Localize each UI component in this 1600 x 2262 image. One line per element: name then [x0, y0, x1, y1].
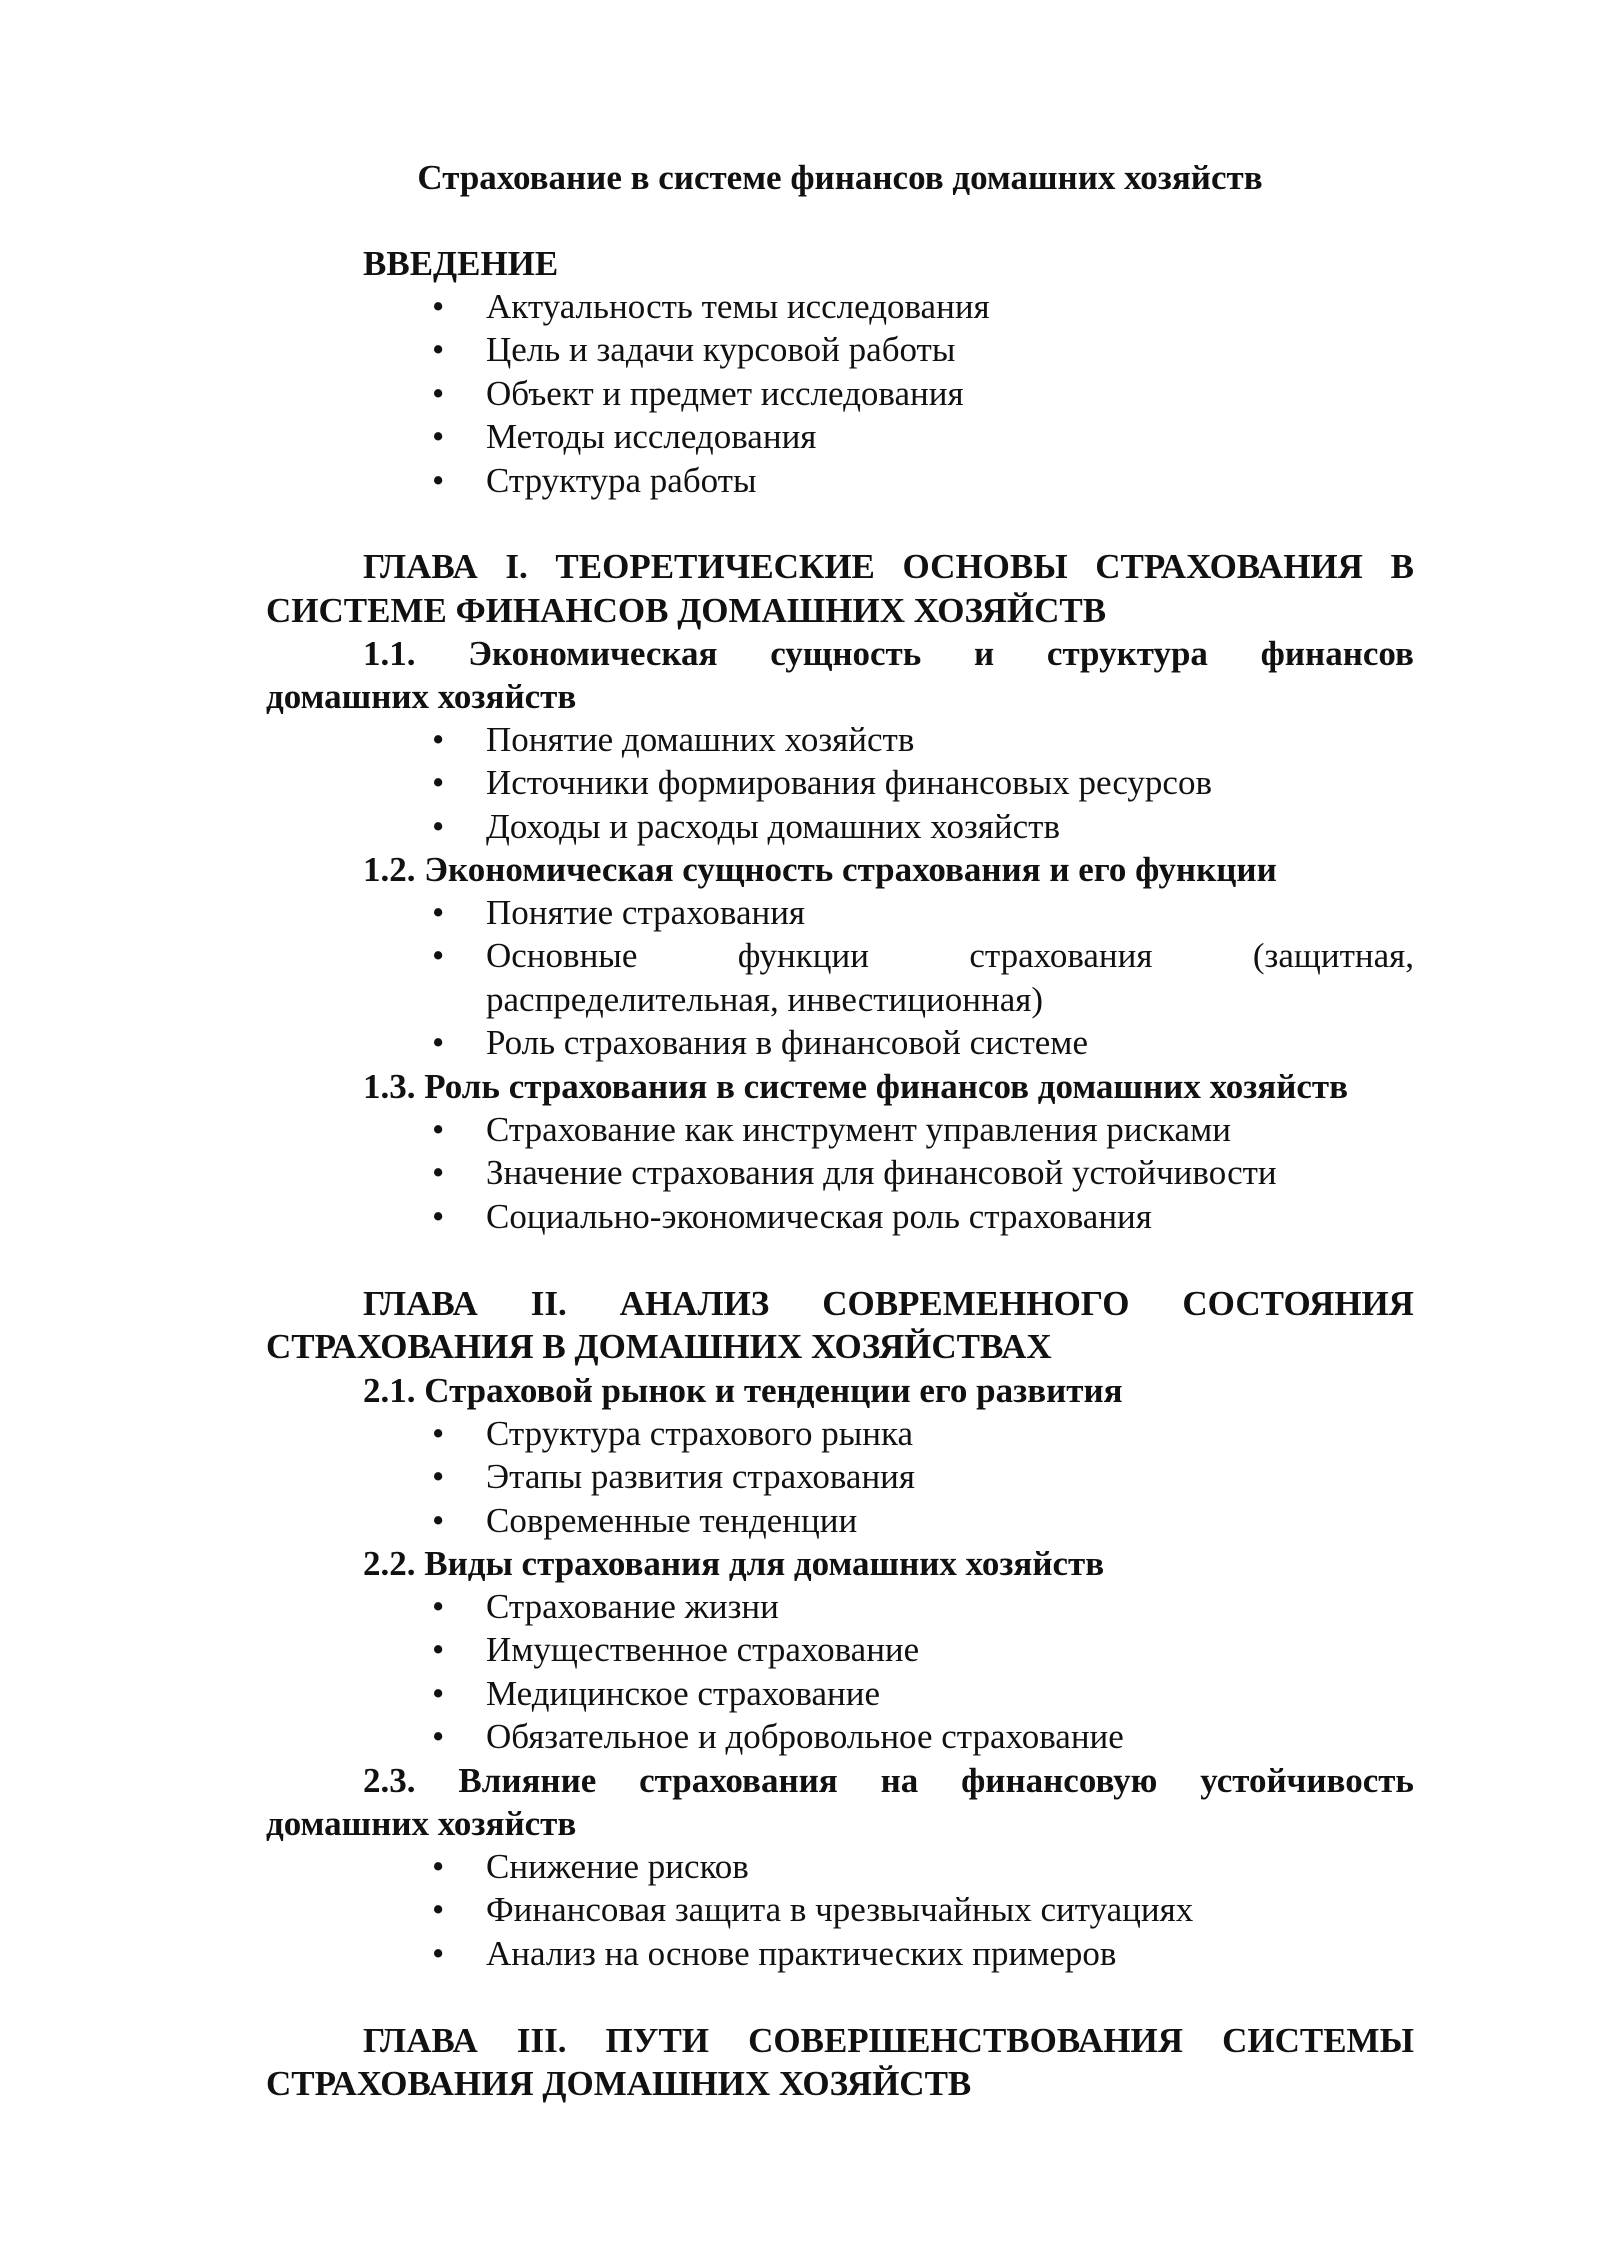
bullet-icon: • — [432, 1890, 445, 1930]
intro-heading: ВВЕДЕНИЕ — [363, 244, 559, 283]
word: В — [1390, 547, 1414, 586]
word: устойчивость — [1200, 1761, 1414, 1800]
word: ТЕОРЕТИЧЕСКИЕ — [555, 547, 875, 586]
bullet-icon: • — [432, 1500, 445, 1540]
section-2-2-title: 2.2. Виды страхования для домашних хозяйств — [363, 1544, 1105, 1583]
word: ГЛАВА — [363, 2021, 478, 2060]
chapter2-heading-line1 — [363, 1282, 1414, 1326]
bullet-icon: • — [432, 417, 445, 457]
section-2-3-title-line2: домашних хозяйств — [266, 1804, 577, 1843]
bullet-icon: • — [432, 1630, 445, 1670]
list-item-text: Страхование жизни — [486, 1587, 779, 1626]
word: II. — [530, 1284, 567, 1323]
word: Экономическая — [468, 634, 718, 673]
list-item-text: Медицинское страхование — [486, 1673, 880, 1713]
bullet-icon: • — [432, 1110, 445, 1149]
word: финансовую — [961, 1761, 1158, 1800]
list-item-text: Снижение рисков — [486, 1847, 749, 1886]
word: Основные — [486, 936, 638, 975]
list-item-text: Этапы развития страхования — [486, 1457, 916, 1497]
bullet-icon: • — [432, 330, 445, 370]
bullet-icon: • — [432, 1196, 445, 1236]
bullet-icon: • — [432, 936, 445, 975]
chapter3-heading-line1 — [363, 2019, 1414, 2063]
word: СОВРЕМЕННОГО — [822, 1284, 1130, 1323]
word: ГЛАВА — [363, 547, 478, 586]
word: 2.3. — [363, 1761, 416, 1800]
word: функции — [737, 936, 869, 975]
list-item-text: Структура страхового рынка — [486, 1414, 914, 1453]
list-item-text: Значение страхования для финансовой устойчивости — [486, 1153, 1277, 1193]
word: на — [880, 1761, 919, 1800]
chapter3-heading-line2: СТРАХОВАНИЯ ДОМАШНИХ ХОЗЯЙСТВ — [266, 2064, 972, 2103]
list-item-text: Понятие домашних хозяйств — [486, 720, 915, 759]
bullet-icon: • — [432, 1587, 445, 1626]
section-1-3-title: 1.3. Роль страхования в системе финансов домашних хозяйств — [363, 1067, 1349, 1106]
list-item-text: Методы исследования — [486, 417, 817, 457]
word: Влияние — [458, 1761, 597, 1800]
section-1-1-title-line2: домашних хозяйств — [266, 677, 577, 716]
list-item-text: Структура работы — [486, 460, 757, 500]
bullet-icon: • — [432, 1457, 445, 1497]
bullet-icon: • — [432, 460, 445, 500]
word: финансов — [1260, 634, 1414, 673]
chapter1-heading-line1 — [363, 545, 1414, 589]
section-2-3-title-line1 — [363, 1759, 1414, 1803]
bullet-icon: • — [432, 763, 445, 803]
word: АНАЛИЗ — [619, 1284, 770, 1323]
list-item-text-line1 — [486, 934, 1414, 978]
word: СТРАХОВАНИЯ — [1095, 547, 1363, 586]
word: страхования — [639, 1761, 838, 1800]
list-item-text: Анализ на основе практических примеров — [486, 1933, 1117, 1973]
list-item-text: Имущественное страхование — [486, 1630, 920, 1670]
list-item-text: Доходы и расходы домашних хозяйств — [486, 806, 1060, 846]
chapter1-heading-line2: СИСТЕМЕ ФИНАНСОВ ДОМАШНИХ ХОЗЯЙСТВ — [266, 591, 1107, 630]
word: сущность — [770, 634, 922, 673]
bullet-icon: • — [432, 1414, 445, 1453]
word: (защитная, — [1252, 936, 1414, 975]
word: СОВЕРШЕНСТВОВАНИЯ — [748, 2021, 1184, 2060]
list-item-text: Источники формирования финансовых ресурсов — [486, 763, 1212, 803]
bullet-icon: • — [432, 1153, 445, 1193]
bullet-icon: • — [432, 1717, 445, 1757]
bullet-icon: • — [432, 1673, 445, 1713]
list-item-text: Объект и предмет исследования — [486, 373, 964, 413]
bullet-icon: • — [432, 806, 445, 846]
list-item-text: Цель и задачи курсовой работы — [486, 330, 956, 370]
section-1-1-title-line1 — [363, 632, 1414, 676]
word: страхования — [969, 936, 1153, 975]
bullet-icon: • — [432, 1933, 445, 1973]
word: СИСТЕМЫ — [1222, 2021, 1414, 2060]
list-item-text: Современные тенденции — [486, 1500, 858, 1540]
list-item-text: Социально-экономическая роль страхования — [486, 1196, 1152, 1236]
word: структура — [1046, 634, 1208, 673]
bullet-icon: • — [432, 1847, 445, 1886]
list-item-text: Роль страхования в финансовой системе — [486, 1023, 1088, 1062]
list-item-text: Финансовая защита в чрезвычайных ситуациях — [486, 1890, 1194, 1930]
list-item-text: Актуальность темы исследования — [486, 287, 990, 326]
bullet-icon: • — [432, 1023, 445, 1062]
document-title: Страхование в системе финансов домашних хозяйств — [417, 158, 1263, 197]
list-item-text-line2: распределительная, инвестиционная) — [486, 980, 1043, 1019]
word: ОСНОВЫ — [902, 547, 1068, 586]
list-item-text: Обязательное и добровольное страхование — [486, 1717, 1124, 1757]
list-item-text: Страхование как инструмент управления рисками — [486, 1110, 1231, 1149]
word: 1.1. — [363, 634, 416, 673]
word: ПУТИ — [605, 2021, 710, 2060]
bullet-icon: • — [432, 720, 445, 759]
chapter2-heading-line2: СТРАХОВАНИЯ В ДОМАШНИХ ХОЗЯЙСТВАХ — [266, 1327, 1052, 1366]
list-item-text: Понятие страхования — [486, 893, 806, 932]
bullet-icon: • — [432, 893, 445, 932]
bullet-icon: • — [432, 373, 445, 413]
word: III. — [516, 2021, 567, 2060]
word: СОСТОЯНИЯ — [1182, 1284, 1414, 1323]
word: ГЛАВА — [363, 1284, 478, 1323]
section-2-1-title: 2.1. Страховой рынок и тенденции его развития — [363, 1371, 1123, 1410]
section-1-2-title: 1.2. Экономическая сущность страхования и его функции — [363, 850, 1277, 889]
bullet-icon: • — [432, 287, 445, 326]
word: и — [974, 634, 995, 673]
word: I. — [505, 547, 528, 586]
